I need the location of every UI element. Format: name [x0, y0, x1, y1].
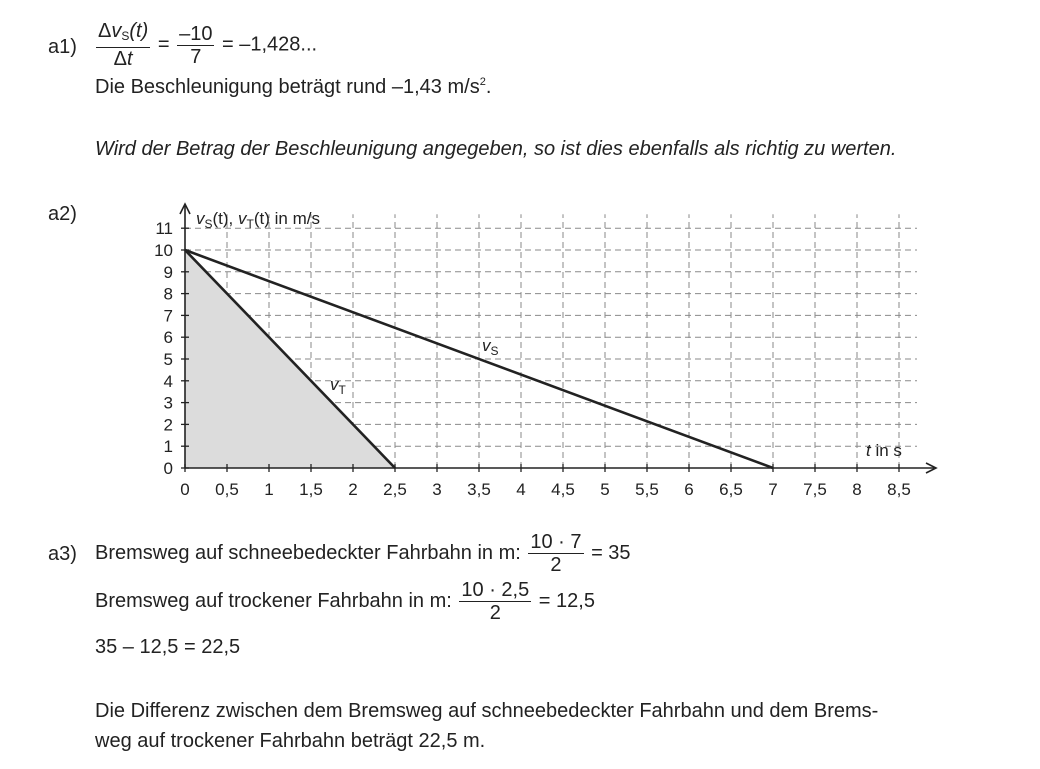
a3-line2 — [95, 579, 595, 624]
var-v: v — [111, 20, 122, 42]
y-tick-label: 7 — [163, 306, 173, 326]
line2-result: = 12,5 — [538, 589, 595, 612]
a1-formula — [94, 20, 317, 70]
x-tick-label: 4 — [516, 480, 526, 499]
x-tick-label: 4,5 — [551, 480, 575, 499]
series-label-vt: $v_T$ — [330, 375, 346, 397]
x-tick-label: 3,5 — [467, 480, 491, 499]
x-tick-label: 1,5 — [299, 480, 323, 499]
y-tick-label: 2 — [163, 415, 173, 435]
var-t: t — [127, 48, 133, 70]
arg-t: (t) — [129, 20, 149, 42]
fraction-10x2p5-over-2 — [459, 579, 531, 624]
y-tick-label: 6 — [163, 328, 173, 348]
denominator: 2 — [489, 602, 501, 624]
a3-conclusion-line1: Die Differenz zwischen dem Bremsweg auf schneebedeckter Fahrbahn und dem Brems- — [95, 700, 879, 722]
y-tick-label: 10 — [154, 241, 173, 260]
sentence-text: Die Beschleunigung beträgt rund –1,43 m/s — [95, 76, 480, 98]
a1-note: Wird der Betrag der Beschleunigung angegeben, so ist dies ebenfalls als richtig zu werten. — [95, 138, 897, 160]
y-tick-label: 11 — [155, 219, 173, 239]
y-tick-label: 3 — [163, 393, 173, 413]
x-tick-label: 8 — [852, 480, 862, 499]
denominator: 2 — [550, 554, 562, 576]
fraction-10x7-over-2 — [528, 531, 583, 576]
fraction-delta-v-over-delta-t — [96, 20, 150, 70]
y-tick-label: 9 — [163, 262, 173, 282]
x-tick-label: 5 — [600, 480, 610, 499]
numerator: 10 · 2,5 — [461, 579, 530, 601]
line1-result: = 35 — [591, 541, 631, 564]
x-tick-label: 7 — [768, 480, 778, 499]
y-tick-label: 8 — [163, 284, 173, 304]
a3-conclusion-line2: weg auf trockener Fahrbahn beträgt 22,5 m. — [95, 730, 486, 752]
x-tick-label: 7,5 — [803, 480, 827, 499]
x-tick-label: 6,5 — [719, 480, 743, 499]
delta-symbol: Δ — [98, 20, 112, 42]
x-tick-label: 5,5 — [635, 480, 659, 499]
y-tick-label: 5 — [163, 350, 173, 369]
x-tick-label: 6 — [684, 480, 694, 499]
x-tick-label: 1 — [264, 480, 274, 499]
label-a3: a3) — [48, 543, 77, 565]
period: . — [485, 76, 492, 98]
x-tick-label: 0,5 — [215, 480, 239, 499]
x-axis-label: t in s — [866, 441, 902, 460]
velocity-chart — [0, 190, 1040, 710]
a3-line1 — [95, 531, 631, 576]
x-tick-label: 3 — [432, 480, 442, 499]
label-a1: a1) — [48, 36, 77, 58]
a3-line3: 35 – 12,5 = 22,5 — [95, 636, 241, 658]
fraction-minus10-over-7 — [177, 23, 214, 68]
line2-text: Bremsweg auf trockener Fahrbahn in m: — [95, 589, 452, 612]
x-tick-label: 2 — [348, 480, 358, 499]
a1-sentence — [95, 76, 491, 99]
result-value: = –1,428... — [222, 33, 318, 56]
superscript: 2 — [479, 76, 486, 88]
series-label-vs: $v_S$ — [482, 336, 499, 358]
sub-s: S — [121, 29, 130, 43]
denominator: 7 — [190, 45, 202, 68]
numerator: –10 — [179, 22, 213, 45]
delta-symbol: Δ — [113, 48, 128, 70]
x-tick-label: 8,5 — [887, 480, 911, 499]
numerator: 10 · 7 — [530, 531, 582, 553]
x-tick-label: 0 — [180, 480, 190, 499]
label-a2: a2) — [48, 203, 77, 225]
y-axis-label: $v_S(t)$, $v_T(t)$ in m/s — [196, 209, 320, 231]
equals-sign: = — [157, 33, 170, 56]
y-tick-label: 1 — [163, 437, 173, 457]
line1-text: Bremsweg auf schneebedeckter Fahrbahn in m: — [95, 541, 521, 564]
y-tick-label: 0 — [163, 459, 173, 478]
x-tick-label: 2,5 — [383, 480, 407, 499]
y-tick-label: 4 — [163, 371, 173, 391]
